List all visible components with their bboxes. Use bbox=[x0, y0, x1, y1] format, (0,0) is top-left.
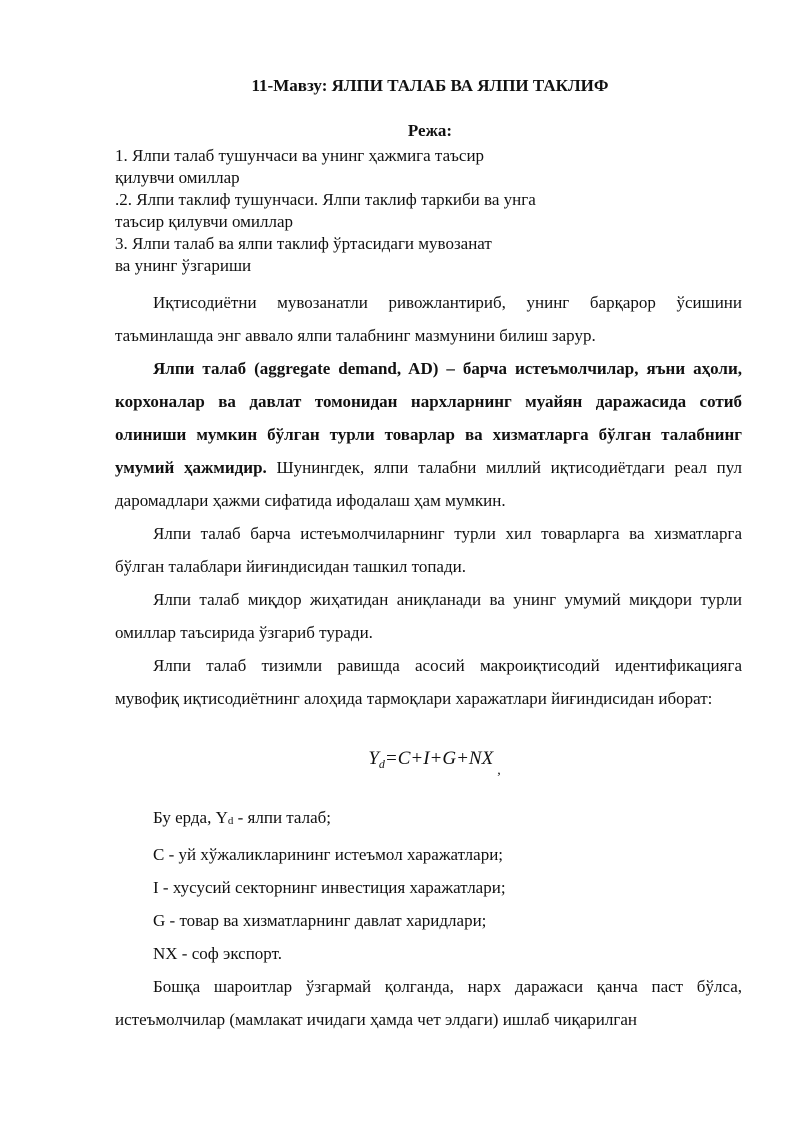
aggregate-demand-formula bbox=[115, 742, 742, 787]
plan-list bbox=[115, 145, 635, 277]
formula-y: Y bbox=[368, 748, 379, 769]
paragraph-sum: Ялпи талаб барча истеъмолчиларнинг турли хил товарларга ва хизматларга бўлган талаблари йиғиндисидан ташкил топади. bbox=[115, 524, 742, 576]
definition-yd: Бу ерда, Yd - ялпи талаб; bbox=[153, 808, 332, 827]
plan-line: ва унинг ўзгариши bbox=[115, 256, 252, 275]
definition-c: C - уй хўжаликларининг истеъмол харажатлари; bbox=[153, 845, 504, 864]
definition-g: G - товар ва хизматларнинг давлат харидлари; bbox=[153, 911, 487, 930]
paragraph-identity: Ялпи талаб тизимли равишда асосий макроиқтисодий идентификацияга мувофиқ иқтисодиётнинг алоҳида тармоқлари харажатлари йиғиндисидан иборат: bbox=[115, 656, 742, 708]
body-text bbox=[115, 286, 742, 1036]
page-title: 11-Мавзу: ЯЛПИ ТАЛАБ ВА ЯЛПИ ТАКЛИФ bbox=[251, 76, 609, 95]
plan-line: таъсир қилувчи омиллар bbox=[115, 212, 294, 231]
paragraph-quantity: Ялпи талаб миқдор жиҳатидан аниқланади ва унинг умумий миқдори турли омиллар таъсирида ўзгариб туради. bbox=[115, 590, 742, 642]
formula-subscript: d bbox=[378, 757, 385, 771]
paragraph-definition bbox=[115, 352, 742, 517]
plan-line: .2. Ялпи таклиф тушунчаси. Ялпи таклиф таркиби ва унга bbox=[115, 190, 536, 209]
formula-terms: =C+I+G+NX bbox=[384, 748, 494, 769]
definition-bold: Ялпи талаб (aggregate demand, AD) – барча истеъмолчилар, яъни аҳоли, корхоналар ва давлат томонидан нархларнинг муайян даражасида сотиб олиниши мумкин бўлган турли товарлар ва хизматларга бўлган талабнинг умумий ҳажмидир. bbox=[115, 359, 742, 477]
definition-rest: Шунингдек, ялпи талабни миллий иқтисодиётдаги реал пул даромадлари ҳажми сифатида ифодалаш ҳам мумкин. bbox=[115, 458, 742, 510]
paragraph-intro: Иқтисодиётни мувозанатли ривожлантириб, унинг барқарор ўсишини таъминлашда энг аввало ялпи талабнинг мазмунини билиш зарур. bbox=[115, 293, 742, 345]
paragraph-last: Бошқа шароитлар ўзгармай қолганда, нарх даражаси қанча паст бўлса, истеъмолчилар (мамлакат ичидаги ҳамда чет элдаги) ишлаб чиқарилган bbox=[115, 977, 742, 1029]
formula-comma: , bbox=[497, 763, 501, 778]
definition-nx: NX - соф экспорт. bbox=[153, 944, 282, 963]
definition-i: I - хусусий секторнинг инвестиция харажатлари; bbox=[153, 878, 506, 897]
plan-heading: Режа: bbox=[407, 121, 453, 140]
plan-line: қилувчи омиллар bbox=[115, 168, 240, 187]
plan-line: 3. Ялпи талаб ва ялпи таклиф ўртасидаги мувозанат bbox=[115, 234, 492, 253]
plan-line: 1. Ялпи талаб тушунчаси ва унинг ҳажмига таъсир bbox=[115, 146, 485, 165]
